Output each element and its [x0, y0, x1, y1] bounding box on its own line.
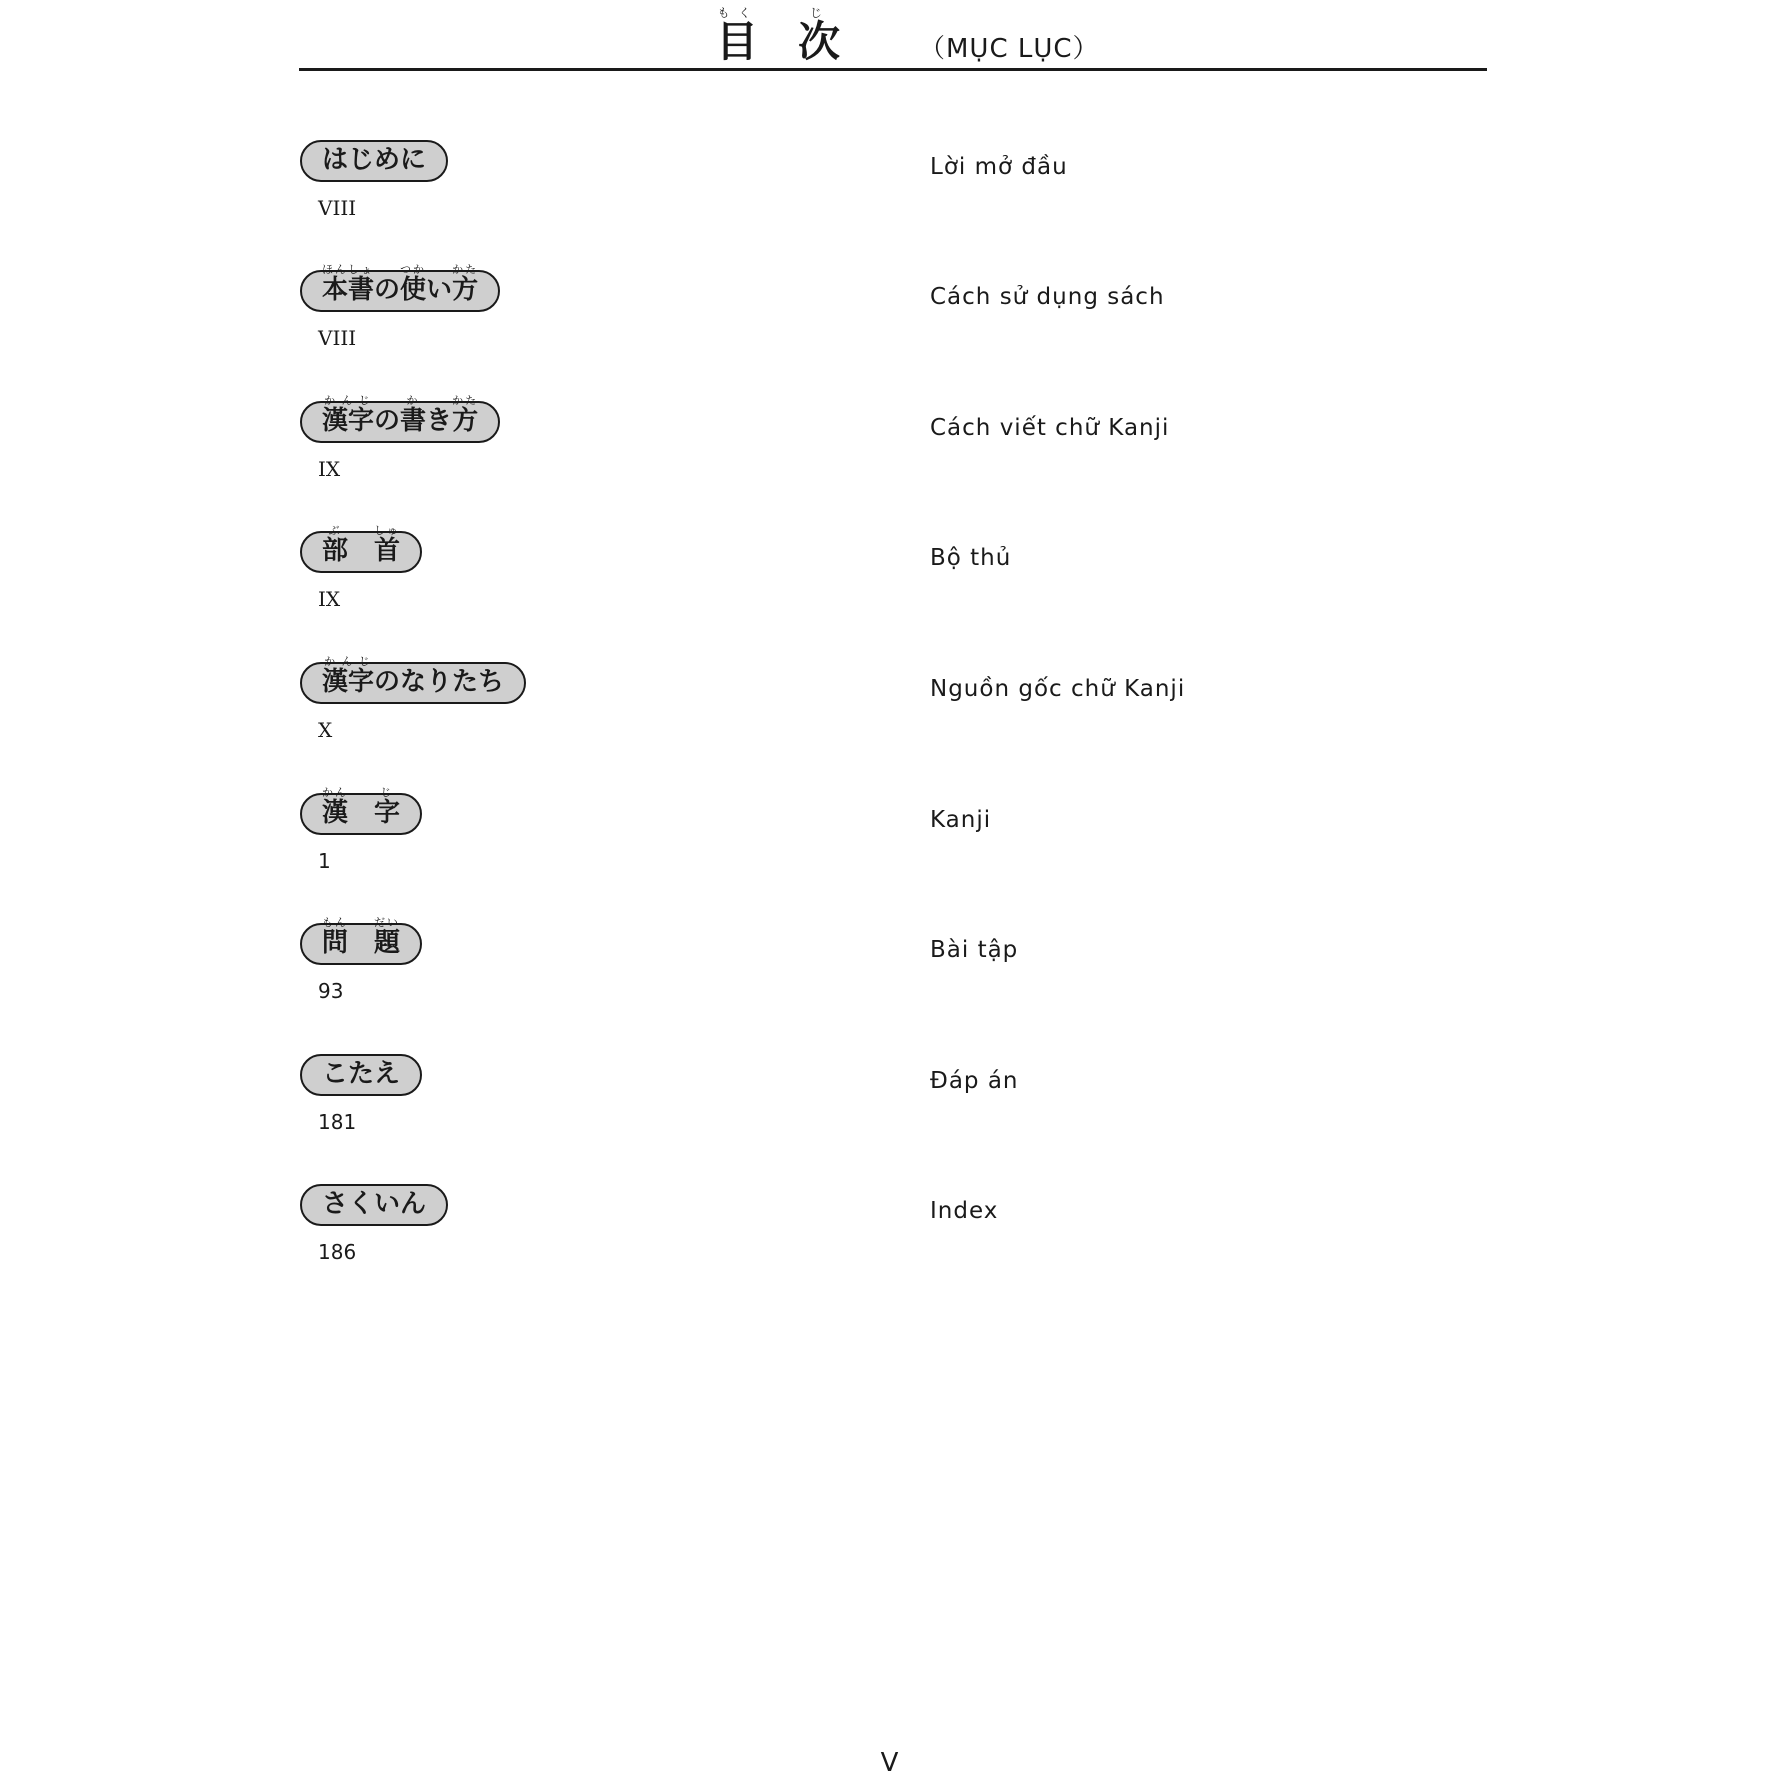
- toc-entry[interactable]: [300, 786, 1500, 903]
- toc-entry-title-vn: Cách sử dụng sách: [930, 284, 1165, 310]
- toc-entry-page-number: 93: [318, 979, 344, 1003]
- toc-entry-title-jp[interactable]: 漢かん 字じ: [300, 793, 422, 835]
- toc-entry-title-jp[interactable]: 本書ほんしょ の 使つか い 方かた: [300, 270, 500, 312]
- title-kanji-moku: 目もく: [716, 6, 759, 66]
- toc-entry-title-vn: Bộ thủ: [930, 545, 1012, 571]
- page-title-japanese: [716, 6, 840, 69]
- toc-entry-page-number: IX: [318, 457, 341, 481]
- toc-entry-title-vn: Bài tập: [930, 937, 1019, 963]
- toc-entry-title-vn: Đáp án: [930, 1068, 1019, 1094]
- page-number: V: [880, 1748, 899, 1778]
- toc-entry-page-number: VIII: [318, 326, 357, 350]
- toc-entry-page-number: 181: [318, 1110, 357, 1134]
- toc-entry-title-jp[interactable]: こたえ: [300, 1054, 422, 1096]
- toc-entry-title-vn: Index: [930, 1198, 999, 1224]
- toc-entry[interactable]: [300, 655, 1500, 772]
- toc-entry-title-jp[interactable]: 部ぶ 首しゅ: [300, 531, 422, 573]
- toc-entry[interactable]: [300, 916, 1500, 1033]
- toc-entry-title-jp[interactable]: 問もん 題だい: [300, 923, 422, 965]
- toc-entry-title-vn: Cách viết chữ Kanji: [930, 415, 1170, 441]
- toc-entry-title-vn: Lời mở đầu: [930, 154, 1068, 180]
- toc-entry[interactable]: [300, 394, 1500, 511]
- toc-entry[interactable]: [300, 140, 1500, 250]
- toc-entry-title-jp[interactable]: はじめに: [300, 140, 448, 182]
- title-kanji-ji: 次じ: [798, 6, 841, 66]
- toc-entry-title-jp[interactable]: 漢字かんじ のなりたち: [300, 662, 526, 704]
- toc-entry-page-number: 1: [318, 849, 331, 873]
- toc-entry-page-number: VIII: [318, 196, 357, 220]
- page-header: [299, 0, 1487, 71]
- toc-entry-title-vn: Kanji: [930, 807, 992, 833]
- toc-entry-page-number: 186: [318, 1240, 357, 1264]
- toc-entry[interactable]: [300, 1184, 1500, 1294]
- toc-entry-title-jp[interactable]: さくいん: [300, 1184, 448, 1226]
- toc-entry[interactable]: [300, 1054, 1500, 1164]
- toc-entry[interactable]: [300, 263, 1500, 380]
- toc-entry-page-number: IX: [318, 587, 341, 611]
- toc-entry-title-vn: Nguồn gốc chữ Kanji: [930, 676, 1186, 702]
- toc-entry-page-number: X: [318, 718, 333, 742]
- toc-entry[interactable]: [300, 524, 1500, 641]
- toc-entry-title-jp[interactable]: 漢字かんじ の 書か き 方かた: [300, 401, 500, 443]
- page-title-vietnamese: （MỤC LỤC）: [919, 34, 1100, 64]
